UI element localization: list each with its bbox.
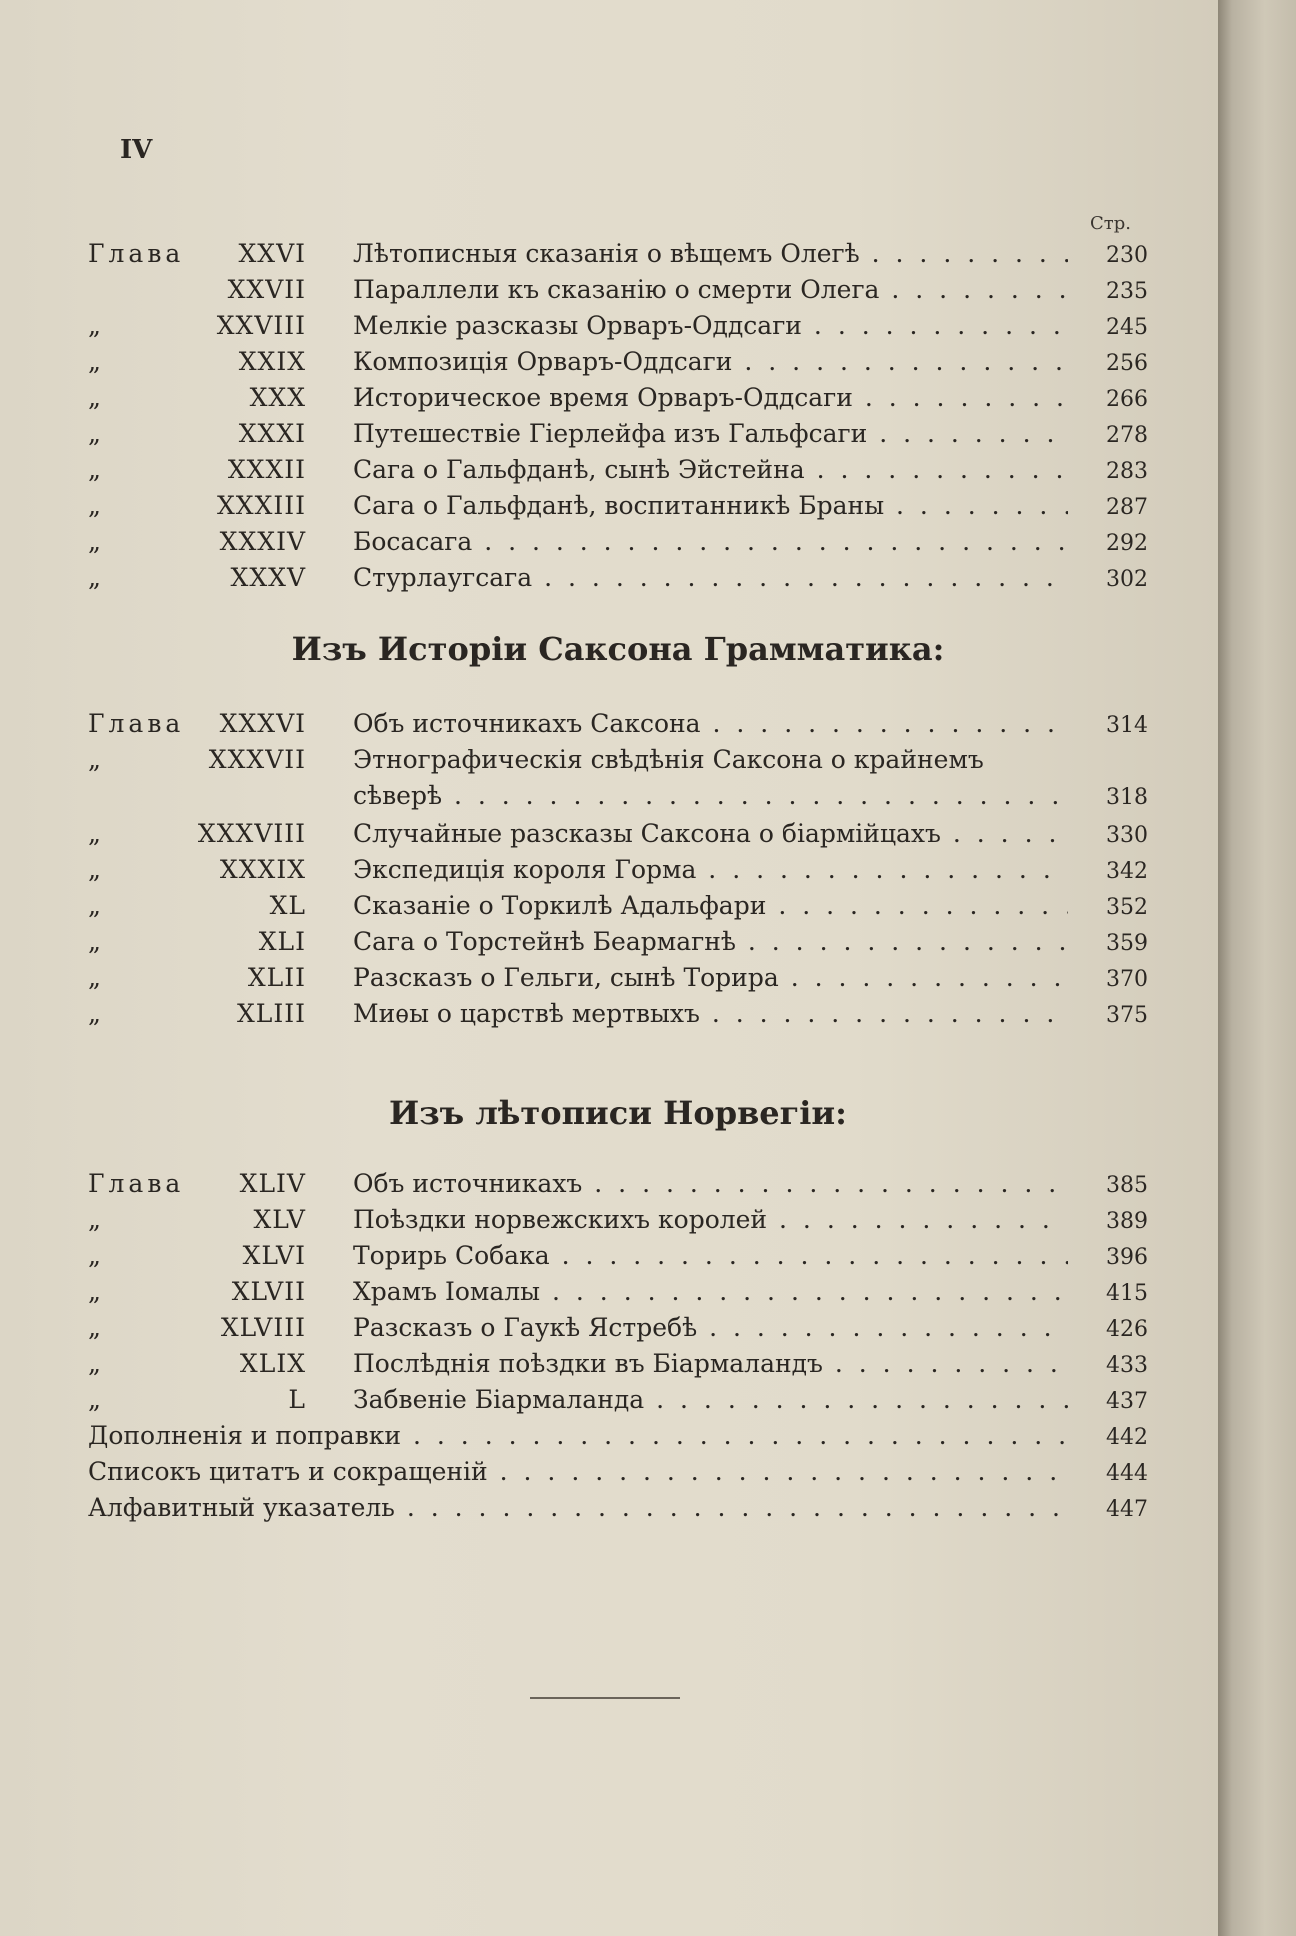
toc-row: „ XXIX Композиція Орваръ-Оддсаги . . . 256 <box>88 344 1148 380</box>
toc-row: „ L Забвеніе Біармаланда . . . 437 <box>88 1382 1148 1418</box>
toc-row: „ XXXIII Сага о Гальфданѣ, воспитанникѣ Браны . . . 287 <box>88 488 1148 524</box>
toc-row: „ XLI Сага о Торстейнѣ Беармагнѣ . . . 359 <box>88 924 1148 960</box>
toc-row: „ XXX Историческое время Орваръ-Оддсаги . . . 266 <box>88 380 1148 416</box>
toc-row: XXVII Параллели къ сказанію о смерти Олега . . . 235 <box>88 272 1148 308</box>
toc-section-saxo <box>88 706 1148 1032</box>
toc-row: „ XXXVII Этнографическія свѣдѣнія Саксона о крайнемъ сѣверѣ . . . 318 <box>88 742 1148 816</box>
toc-row: Глава XXVI Лѣтописныя сказанія о вѣщемъ Олегѣ . . . 230 <box>88 236 1148 272</box>
toc-row: Дополненія и поправки . . . 442 <box>88 1418 1148 1454</box>
toc-row: „ XLVII Храмъ Іомалы . . . 415 <box>88 1274 1148 1310</box>
toc-row: Списокъ цитатъ и сокращеній . . . 444 <box>88 1454 1148 1490</box>
toc-row: „ XLIII Миѳы о царствѣ мертвыхъ . . . 375 <box>88 996 1148 1032</box>
closing-rule <box>530 1697 680 1699</box>
toc-row: „ XLVIII Разсказъ о Гаукѣ Ястребѣ . . . 426 <box>88 1310 1148 1346</box>
toc-row: „ XLVI Торирь Собака . . . 396 <box>88 1238 1148 1274</box>
toc-row: „ XXVIII Мелкіе разсказы Орваръ-Оддсаги . . . 245 <box>88 308 1148 344</box>
toc-row: „ XXXVIII Случайные разсказы Саксона о біармійцахъ . . . 330 <box>88 816 1148 852</box>
toc-row: „ XXXII Сага о Гальфданѣ, сынѣ Эйстейна . . . 283 <box>88 452 1148 488</box>
toc-row: „ XLV Поѣздки норвежскихъ королей . . . 389 <box>88 1202 1148 1238</box>
toc-row: „ XXXIV Босасага . . . 292 <box>88 524 1148 560</box>
toc-row: „ XL Сказаніе о Торкилѣ Адальфари . . . 352 <box>88 888 1148 924</box>
toc-row: Алфавитный указатель . . . 447 <box>88 1490 1148 1526</box>
page-column-header: Стр. <box>1090 213 1131 234</box>
toc-row: Глава XLIV Объ источникахъ . . . 385 <box>88 1166 1148 1202</box>
toc-section-olaf <box>88 236 1148 596</box>
toc-section-appendix <box>88 1418 1148 1526</box>
section-heading-saxo: Изъ Исторіи Саксона Грамматика: <box>291 630 945 668</box>
toc-row: „ XLIX Послѣднія поѣздки въ Біармаландъ . . . 433 <box>88 1346 1148 1382</box>
toc-row: „ XLII Разсказъ о Гельги, сынѣ Торира . . . 370 <box>88 960 1148 996</box>
toc-row: „ XXXI Путешествіе Гіерлейфа изъ Гальфсаги . . . 278 <box>88 416 1148 452</box>
toc-row: Глава XXXVI Объ источникахъ Саксона . . . 314 <box>88 706 1148 742</box>
section-heading-norway: Изъ лѣтописи Норвегіи: <box>389 1094 847 1132</box>
page-number: IV <box>120 135 153 165</box>
toc-row: „ XXXIX Экспедиція короля Горма . . . 342 <box>88 852 1148 888</box>
toc-section-norway <box>88 1166 1148 1418</box>
toc-row: „ XXXV Стурлаугсага . . . 302 <box>88 560 1148 596</box>
next-page-edge <box>1218 0 1296 1936</box>
